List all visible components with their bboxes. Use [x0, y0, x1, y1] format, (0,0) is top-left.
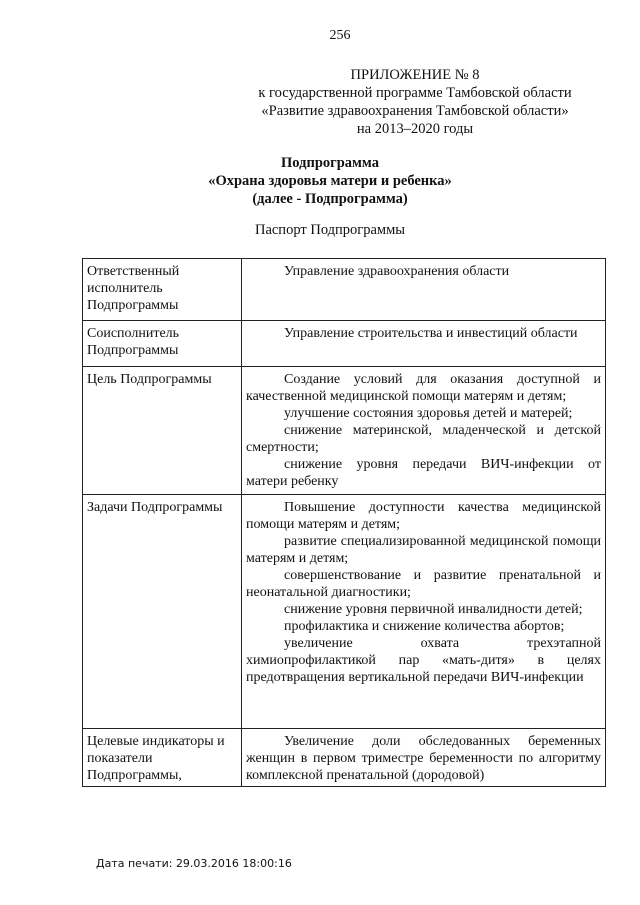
row-label: Цель Подпрограммы — [83, 367, 242, 495]
value-line: Управление здравоохранения области — [284, 264, 510, 279]
subprogram-heading: Подпрограмма — [281, 155, 379, 171]
row-label: Ответственный исполнитель Подпрограммы — [83, 259, 242, 321]
row-label: Целевые индикаторы и показатели Подпрограммы, — [83, 729, 242, 787]
annex-heading: ПРИЛОЖЕНИЕ № 8 — [350, 67, 480, 83]
value-line: Управление строительства и инвестиций области — [284, 326, 578, 341]
value-line: улучшение состояния здоровья детей и матерей; — [284, 406, 573, 421]
table-row — [83, 367, 606, 495]
row-value — [242, 367, 606, 495]
passport-title: Паспорт Подпрограммы — [254, 222, 406, 238]
table-row — [83, 729, 606, 787]
row-value — [242, 321, 606, 367]
value-line: снижение материнской, младенческой и детской смертности; — [246, 423, 601, 455]
value-line: совершенствование и развитие пренатальной и неонатальной диагностики; — [246, 568, 601, 600]
value-line: снижение уровня передачи ВИЧ-инфекции от матери ребенку — [246, 457, 601, 489]
value-line: увеличение охвата трехэтапной химиопрофилактикой пар «мать-дитя» в целях предотвращения вертикальной передачи ВИЧ-инфекции — [246, 636, 601, 685]
table-row — [83, 495, 606, 729]
value-line: Увеличение доли обследованных беременных женщин в первом триместре беременности по алгоритму комплексной пренатальной (дородовой) — [246, 734, 601, 783]
row-label: Соисполнитель Подпрограммы — [83, 321, 242, 367]
table-row — [83, 259, 606, 321]
subprogram-name: «Охрана здоровья матери и ребенка» — [208, 173, 452, 189]
value-line: профилактика и снижение количества абортов; — [284, 619, 565, 634]
subprogram-abbrev: (далее - Подпрограмма) — [252, 191, 408, 207]
passport-table — [82, 258, 606, 787]
row-value — [242, 259, 606, 321]
page-number: 256 — [329, 28, 351, 43]
row-value — [242, 495, 606, 729]
annex-line-years: на 2013–2020 годы — [356, 121, 474, 137]
value-line: развитие специализированной медицинской помощи матерям и детям; — [246, 534, 601, 566]
value-line: Повышение доступности качества медицинской помощи матерям и детям; — [246, 500, 601, 532]
value-line: снижение уровня первичной инвалидности детей; — [284, 602, 583, 617]
annex-line-program: к государственной программе Тамбовской области — [258, 85, 572, 101]
annex-line-title: «Развитие здравоохранения Тамбовской области» — [261, 103, 569, 119]
table-row — [83, 321, 606, 367]
value-line: Создание условий для оказания доступной и качественной медицинской помощи матерям и детям; — [246, 372, 601, 404]
print-date-footer: Дата печати: 29.03.2016 18:00:16 — [96, 857, 292, 870]
row-label: Задачи Подпрограммы — [83, 495, 242, 729]
row-value — [242, 729, 606, 787]
